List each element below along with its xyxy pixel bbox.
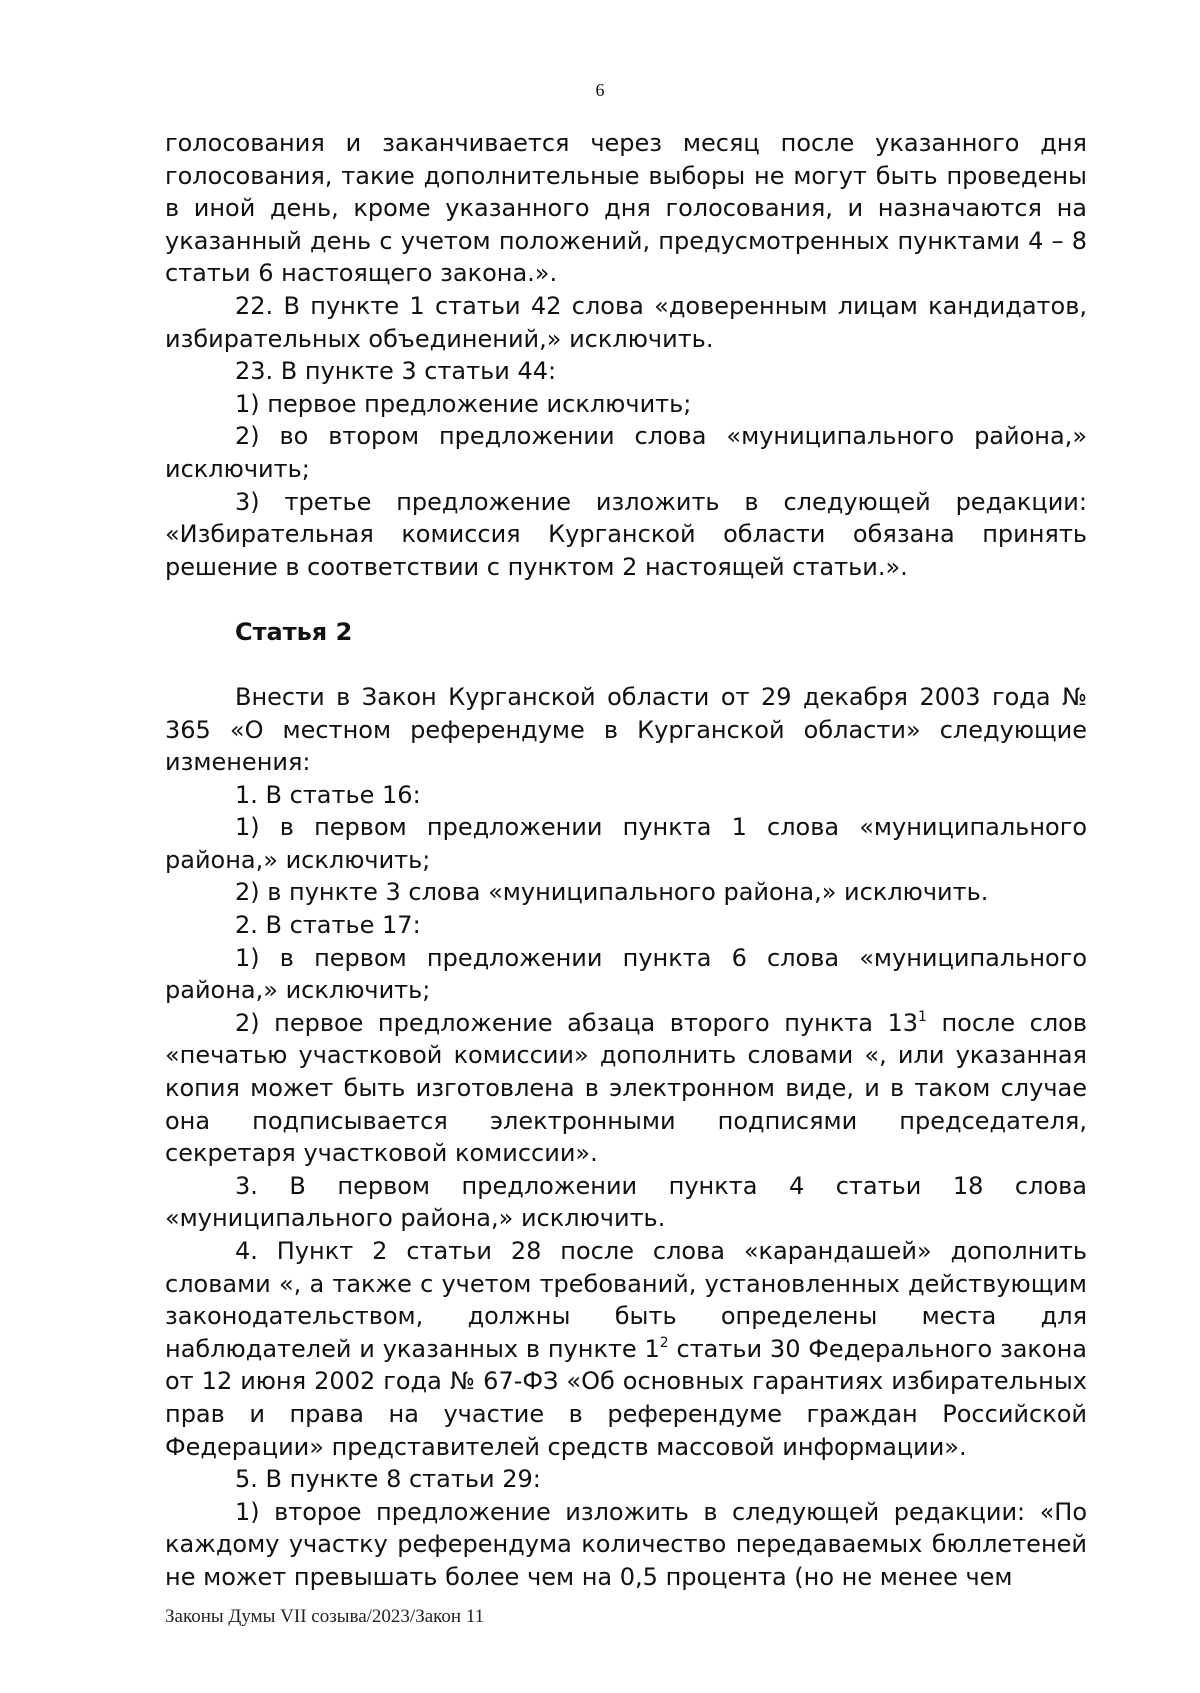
paragraph-text: статьи 30 Федерального закона от 12 июня 2002 года № 67-ФЗ «Об основных гарантиях избирательных прав и права на участие в референдуме граждан Российской Федерации» представителей средств массовой информации». bbox=[165, 1334, 1087, 1461]
paragraph: 23. В пункте 3 статьи 44: bbox=[235, 357, 557, 386]
spacer bbox=[165, 583, 1087, 616]
paragraph: 1) в первом предложении пункта 1 слова «муниципального района,» исключить; bbox=[165, 813, 1087, 874]
paragraph: голосования и заканчивается через месяц после указанного дня голосования, такие дополнительные выборы не могут быть проведены в иной день, кроме указанного дня голосования, и назначаются на указанный день с учетом положений, предусмотренных пунктами 4 – 8 статьи 6 настоящего закона.». bbox=[165, 129, 1087, 288]
article-heading: Статья 2 bbox=[235, 618, 353, 647]
paragraph: 3. В первом предложении пункта 4 статьи 18 слова «муниципального района,» исключить. bbox=[165, 1171, 1087, 1233]
paragraph: 1) в первом предложении пункта 6 слова «муниципального района,» исключить; bbox=[165, 943, 1087, 1005]
paragraph: Внести в Закон Курганской области от 29 декабря 2003 года № 365 «О местном референдуме в Курганской области» следующие изменения: bbox=[165, 682, 1087, 777]
paragraph: 1. В статье 16: bbox=[235, 780, 421, 809]
superscript: 1 bbox=[918, 1008, 927, 1025]
spacer bbox=[165, 649, 1087, 681]
paragraph-text: 4. Пункт 2 статьи 28 после слова «карандашей» дополнить словами «, а также с учетом требований, установленных действующим законодательством, должны быть определены места для наблюдателей и указанных в пункте 1 bbox=[165, 1237, 1087, 1363]
page-number: 6 bbox=[595, 80, 605, 100]
paragraph: 22. В пункте 1 статьи 42 слова «доверенным лицам кандидатов, избирательных объединений,» исключить. bbox=[165, 291, 1087, 353]
paragraph: 2) в пункте 3 слова «муниципального района,» исключить. bbox=[235, 878, 989, 907]
paragraph: 3) третье предложение изложить в следующей редакции: «Избирательная комиссия Курганской области обязана принять решение в соответствии с пунктом 2 настоящей статьи.». bbox=[165, 487, 1087, 581]
paragraph-text: 2) первое предложение абзаца второго пункта 13 bbox=[235, 1008, 919, 1037]
paragraph bbox=[165, 1235, 1087, 1463]
paragraph: 2. В статье 17: bbox=[235, 911, 421, 940]
paragraph: 1) первое предложение исключить; bbox=[235, 389, 692, 418]
footer-text: Законы Думы VII созыва/2023/Закон 11 bbox=[165, 1606, 485, 1627]
paragraph bbox=[165, 1007, 1087, 1170]
document-body bbox=[165, 127, 1087, 1594]
paragraph: 1) второе предложение изложить в следующей редакции: «По каждому участку референдума количество передаваемых бюллетеней не может превышать более чем на 0,5 процента (но не менее чем bbox=[165, 1497, 1087, 1591]
paragraph-text: после слов «печатью участковой комиссии» дополнить словами «, или указанная копия может быть изготовлена в электронном виде, и в таком случае она подписывается электронными подписями председателя, секретаря участковой комиссии». bbox=[165, 1008, 1087, 1168]
superscript: 2 bbox=[659, 1334, 669, 1351]
paragraph: 5. В пункте 8 статьи 29: bbox=[235, 1465, 541, 1494]
paragraph: 2) во втором предложении слова «муниципального района,» исключить; bbox=[165, 422, 1087, 483]
